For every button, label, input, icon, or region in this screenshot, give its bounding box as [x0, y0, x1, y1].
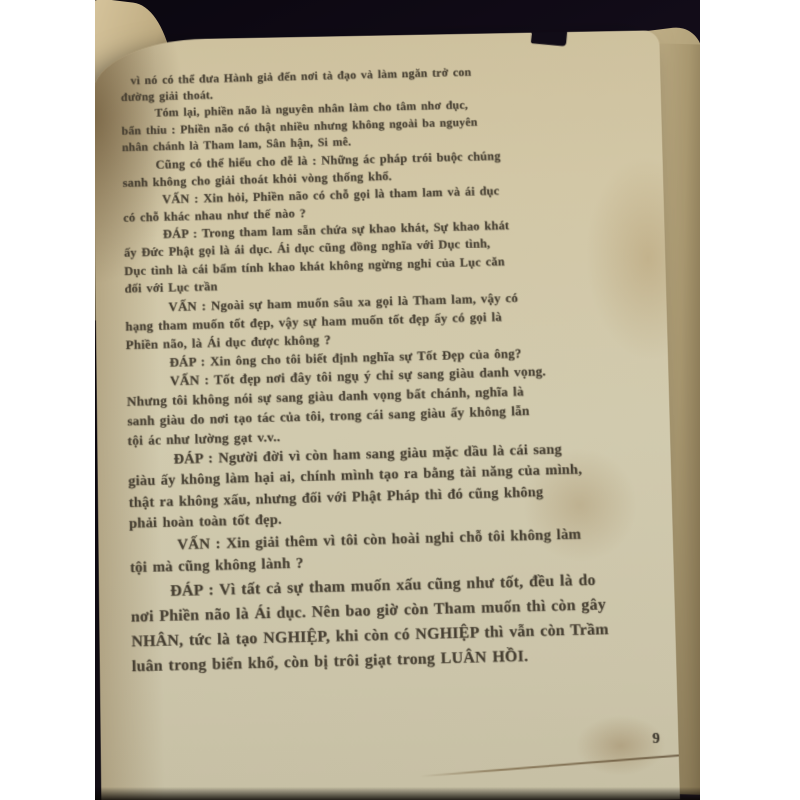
- paragraph-summary: Tóm lại, phiền não là nguyên nhân làm cho tâm nhơ đục, bẩn thỉu : Phiền não có thật nhiều nhưng không ngoài ba nguyên nhân chánh là Tham lam, Sân hận, Si mê.: [121, 97, 478, 154]
- answer-paragraph: ĐÁP : Người đời vì còn ham sang giàu mặc dầu là cái sang giàu ấy không làm hại ai, chính mình tạo ra bằng tài năng của mình, thật ra không xấu, nhưng đối với Phật Pháp thì đó cũng không phải hoàn toàn tốt đẹp.: [128, 441, 583, 532]
- page-crease-line: [419, 754, 680, 777]
- question-paragraph: VẤN : Tốt đẹp nơi đây tôi ngụ ý chỉ sự sang giàu danh vọng. Nhưng tôi không nói sự sang giàu danh vọng bất chánh, nghĩa là sanh giàu do nơi tạo tác của tôi, trong cái sang giàu ấy không lẫn tội ác như lường gạt v.v..: [126, 363, 547, 448]
- book-page: [95, 30, 680, 800]
- question-paragraph: VẤN : Ngoài sự ham muốn sâu xa gọi là Tham lam, vậy có hạng tham muốn tốt đẹp, vậy sự ham muốn tốt đẹp ấy có gọi là Phiền não, là Ái dục được không ?: [125, 289, 519, 352]
- photo-bottom-shadow: [95, 787, 700, 800]
- paragraph-explanation: Cũng có thể hiểu cho dễ là : Những ác pháp trói buộc chúng sanh không cho giải thoát khỏi vòng thống khổ.: [122, 148, 501, 190]
- page-text-block: [120, 59, 670, 678]
- page-corner-notch: [531, 30, 568, 46]
- page-number: 9: [652, 730, 661, 747]
- answer-paragraph: ĐÁP : Vì tất cả sự tham muốn xấu cũng như tốt, đều là do nơi Phiền não là Ái dục. Nên bao giờ còn Tham muốn thì còn gây NHÂN, tức là tạo NGHIỆP, khi còn có NGHIỆP thì vẫn còn Trầm luân trong biển khổ, còn bị trôi giạt trong LUÂN HỒI.: [130, 571, 609, 675]
- book-photo: [95, 0, 700, 800]
- question-paragraph: VẤN : Xin giải thêm vì tôi còn hoài nghi chỗ tôi không làm tội mà cũng không lành ?: [129, 526, 582, 576]
- paragraph-continuation: vì nó có thể đưa Hành giả đến nơi tà đạo và làm ngăn trở con đường giải thoát.: [120, 64, 472, 104]
- answer-paragraph: ĐÁP : Xin ông cho tôi biết định nghĩa sự Tốt Đẹp của ông?: [169, 345, 522, 369]
- question-paragraph: VẤN : Xin hỏi, Phiền não có chỗ gọi là tham lam và ái dục có chỗ khác nhau như thế nào ?: [123, 183, 500, 225]
- answer-paragraph: ĐÁP : Trong tham lam sẵn chứa sự khao khát, Sự khao khát ấy Đức Phật gọi là ái dục. Ái dục cũng đồng nghĩa với Dục tình, Dục tình là cái bẩm tính khao khát không ngừng nghỉ của Lục căn đối với Lục trần: [123, 218, 510, 296]
